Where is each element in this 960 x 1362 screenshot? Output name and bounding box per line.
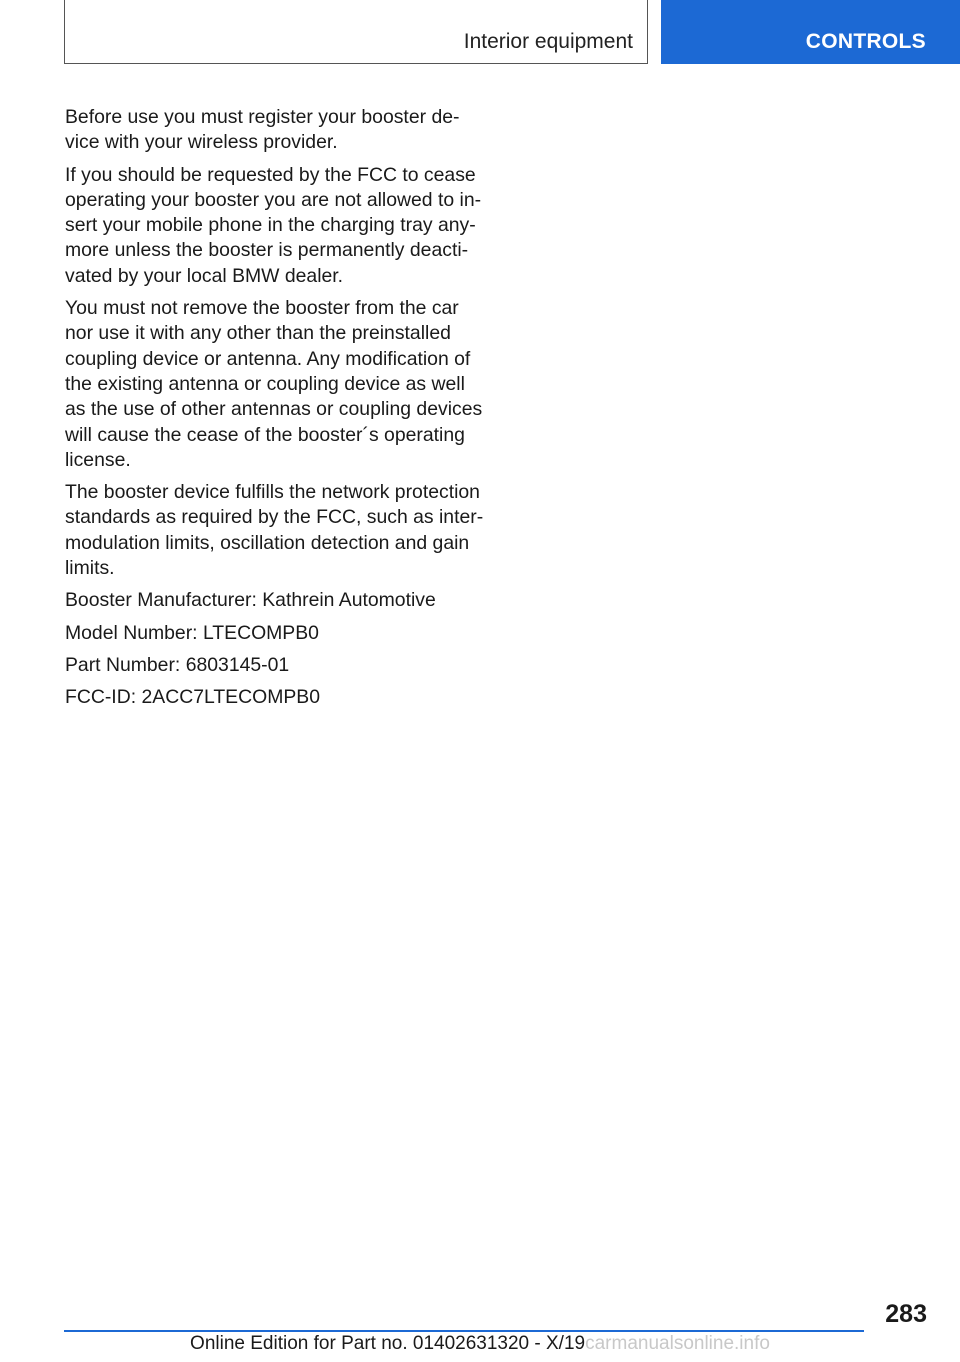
section-title: Interior equipment: [463, 30, 633, 53]
footer: [0, 1333, 960, 1355]
booster-manufacturer: Booster Manufacturer: Kathrein Automotive: [65, 589, 436, 612]
paragraph-network-protection: The booster device fulfills the network protection standards as required by the FCC, such as intermodulation limits, oscillation detection and gain limits.: [65, 481, 484, 580]
body-text: [65, 105, 485, 718]
paragraph-modification: You must not remove the booster from the car nor use it with any other than the preinstalled coupling device or antenna. Any modification of the existing antenna or coupling device as well as the use of other antennas or coupling devices will cause the cease of the booster´s operating license.: [65, 297, 483, 471]
chapter-title: CONTROLS: [805, 30, 926, 53]
model-number: Model Number: LTECOMPB0: [65, 621, 319, 644]
chapter-tab: [661, 0, 960, 64]
section-header: [64, 0, 648, 64]
fcc-id: FCC-ID: 2ACC7LTECOMPB0: [65, 686, 320, 709]
paragraph-registration: Before use you must register your booster device with your wireless provider.: [65, 106, 460, 154]
page-number: 283: [885, 1300, 927, 1328]
footer-divider: [64, 1330, 864, 1332]
paragraph-fcc-cease: If you should be requested by the FCC to cease operating your booster you are not allowed to insert your mobile phone in the charging tray anymore unless the booster is permanently deactivated by your local BMW dealer.: [65, 163, 482, 287]
watermark: carmanualsonline.info: [585, 1333, 770, 1354]
edition-text: Online Edition for Part no. 01402631320 - X/19: [190, 1333, 586, 1354]
part-number: Part Number: 6803145-01: [65, 653, 290, 676]
